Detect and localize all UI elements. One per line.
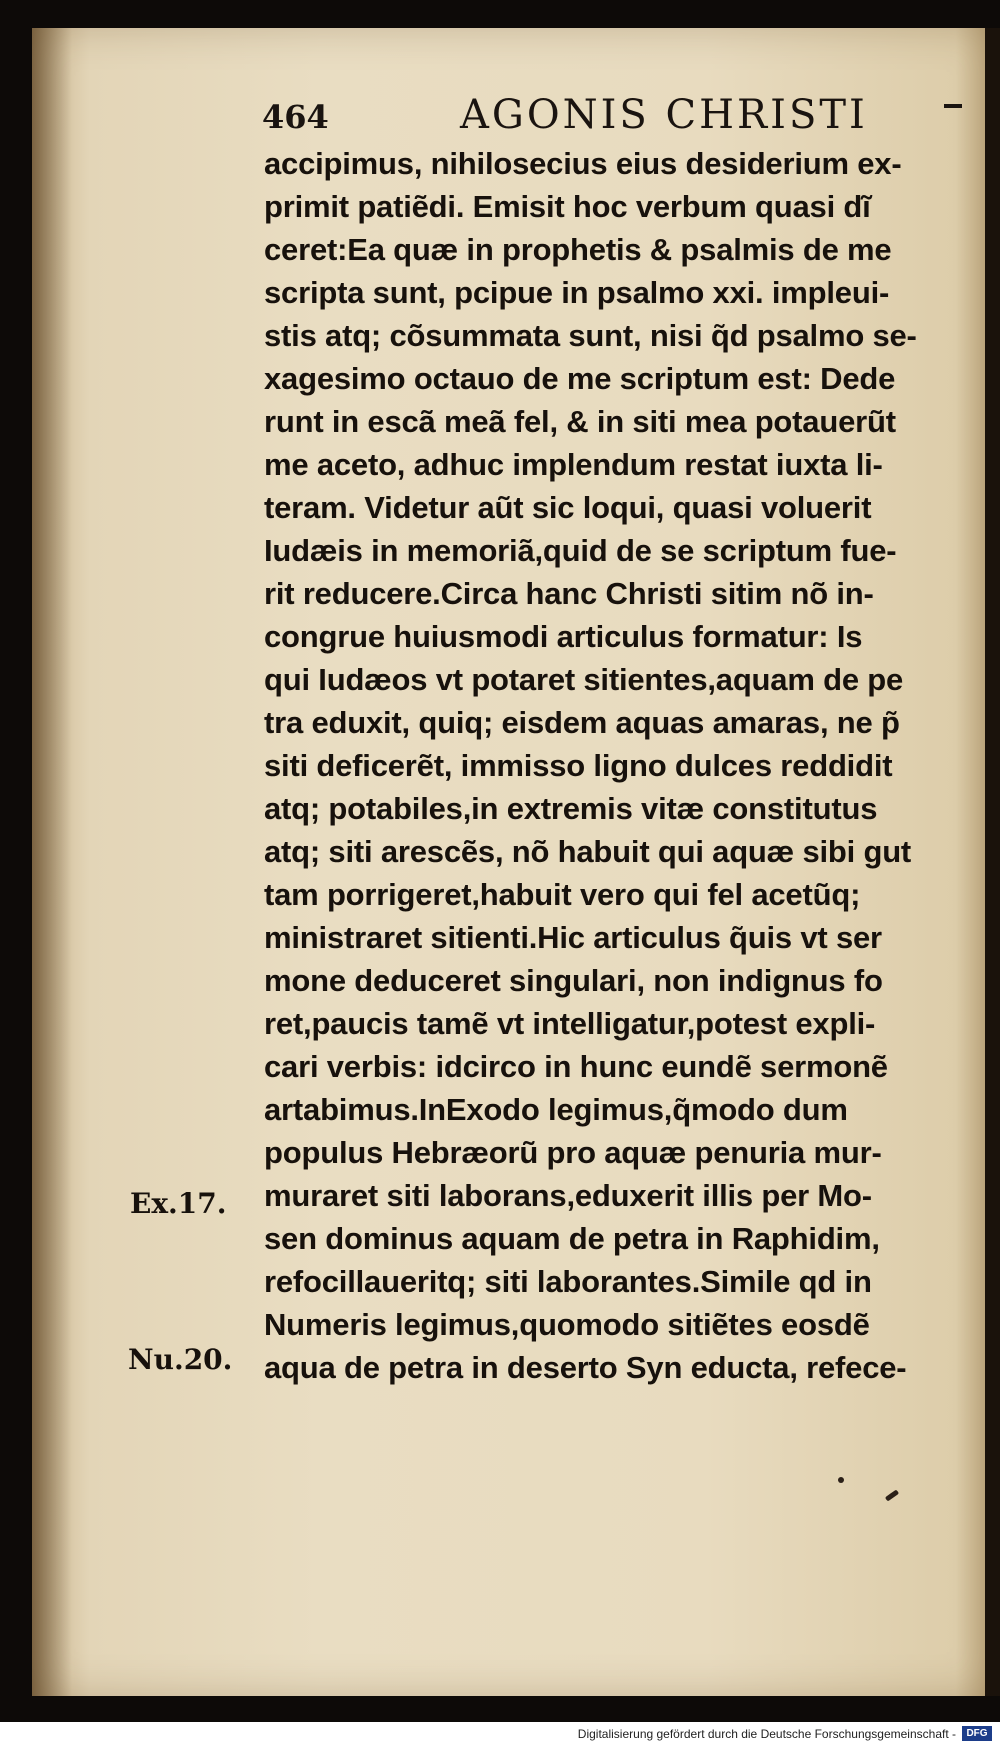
text-line: ministraret sitienti.Hic articulus q̃uis vt ser (264, 920, 882, 955)
text-line: artabimus.InExodo legimus,q̃modo dum (264, 1092, 848, 1127)
margin-note-exodus: Ex.17. (130, 1187, 227, 1220)
body-text (264, 142, 964, 1389)
running-title: AGONIS CHRISTI (460, 92, 868, 138)
text-line: Iudæis in memoriã,quid de se scriptum fue‑ (264, 533, 897, 568)
dfg-logo-icon: DFG (962, 1726, 992, 1741)
text-line: aqua de petra in deserto Syn educta, refece‑ (264, 1350, 907, 1385)
text-line: muraret siti laborans,eduxerit illis per Mo‑ (264, 1178, 872, 1213)
header-mark (944, 104, 962, 108)
text-line: rit reducere.Circa hanc Christi sitim nõ in‑ (264, 576, 874, 611)
text-line: tam porrigeret,habuit vero qui fel acetũq; (264, 877, 861, 912)
gutter-shadow (32, 28, 72, 1696)
text-line: stis atq; cõsummata sunt, nisi q̃d psalmo se‑ (264, 318, 917, 353)
margin-note-numbers: Nu.20. (128, 1343, 233, 1376)
text-line: populus Hebræorũ pro aquæ penuria mur‑ (264, 1135, 882, 1170)
text-line: ret,paucis tamẽ vt intelligatur,potest expli‑ (264, 1006, 876, 1041)
text-line: siti deficerẽt, immisso ligno dulces reddidit (264, 748, 893, 783)
text-line: congrue huiusmodi articulus formatur: Is (264, 619, 863, 654)
ink-speck (838, 1477, 844, 1483)
page-number: 464 (262, 98, 329, 136)
digitization-footer (0, 1722, 1000, 1747)
text-line: xagesimo octauo de me scriptum est: Dede (264, 361, 896, 396)
text-line: refocillaueritq; siti laborantes.Simile qd in (264, 1264, 872, 1299)
page-edge (985, 28, 1000, 1696)
text-line: scripta sunt, pcipue in psalmo xxi. impleui‑ (264, 275, 890, 310)
text-line: atq; potabiles,in extremis vitæ constitutus (264, 791, 878, 826)
text-line: cari verbis: idcirco in hunc eundẽ sermonẽ (264, 1049, 888, 1084)
text-line: qui Iudæos vt potaret sitientes,aquam de pe (264, 662, 904, 697)
text-line: runt in escã meã fel, & in siti mea potauerũt (264, 404, 896, 439)
text-line: primit patiẽdi. Emisit hoc verbum quasi dĩ (264, 189, 871, 224)
text-line: me aceto, adhuc implendum restat iuxta li‑ (264, 447, 883, 482)
text-line: tra eduxit, quiq; eisdem aquas amaras, ne p̃ (264, 705, 900, 740)
text-line: accipimus, nihilosecius eius desiderium ex‑ (264, 146, 902, 181)
footer-credit: Digitalisierung gefördert durch die Deutsche Forschungsgemeinschaft - (577, 1727, 956, 1741)
text-line: Numeris legimus,quomodo sitiẽtes eosdẽ (264, 1307, 870, 1342)
text-line: teram. Videtur aũt sic loqui, quasi voluerit (264, 490, 872, 525)
text-line: mone deduceret singulari, non indignus fo (264, 963, 883, 998)
text-line: ceret:Ea quæ in prophetis & psalmis de me (264, 232, 892, 267)
text-line: sen dominus aquam de petra in Raphidim, (264, 1221, 880, 1256)
text-line: atq; siti arescẽs, nõ habuit qui aquæ sibi gut (264, 834, 912, 869)
